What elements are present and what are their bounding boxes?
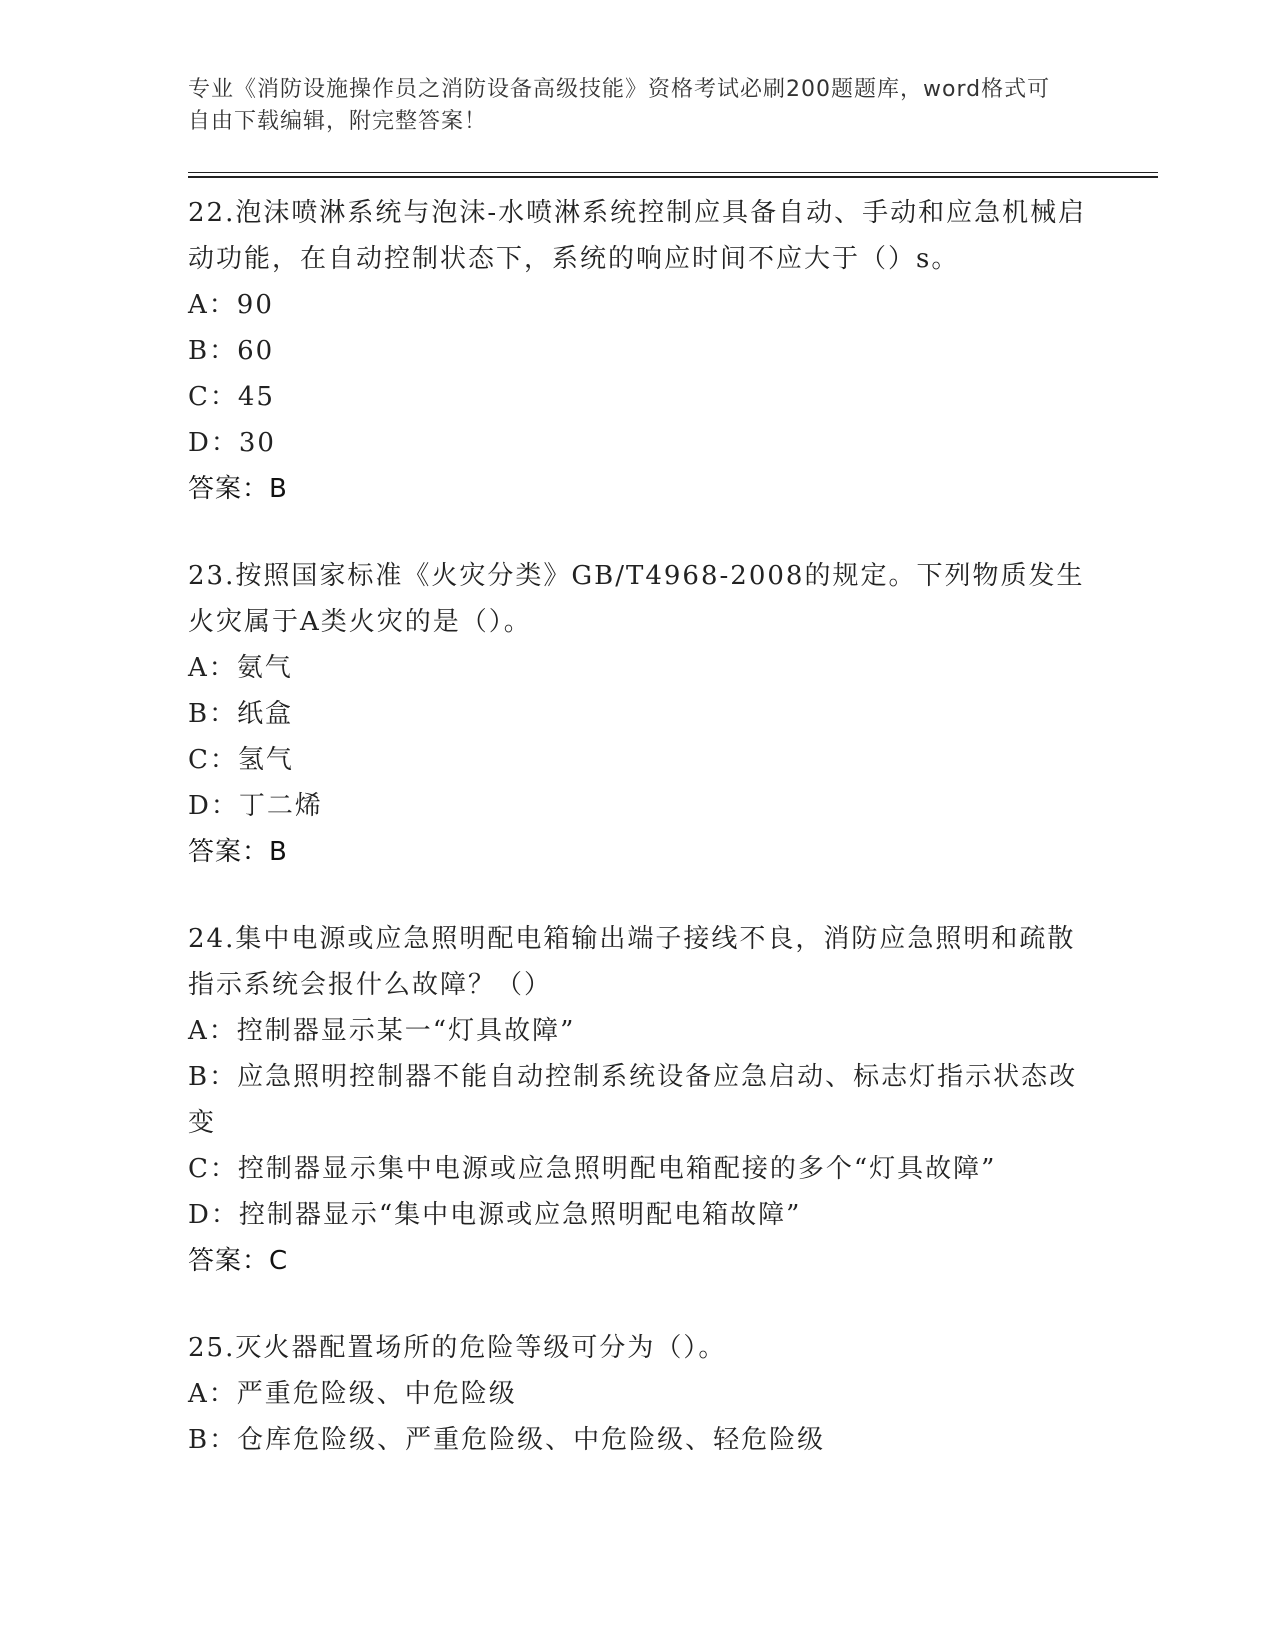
option-a: A：严重危险级、中危险级 bbox=[188, 1379, 517, 1409]
question-23 bbox=[188, 553, 1088, 875]
option-a: A：90 bbox=[188, 290, 274, 320]
option-d: D：控制器显示“集中电源或应急照明配电箱故障” bbox=[188, 1200, 802, 1230]
option-c: C：45 bbox=[188, 382, 275, 412]
option-b: B：60 bbox=[188, 336, 275, 366]
question-24 bbox=[188, 916, 1088, 1284]
option-a: A：氨气 bbox=[188, 653, 293, 683]
header-divider-thick bbox=[188, 176, 1158, 178]
option-b: B：应急照明控制器不能自动控制系统设备应急启动、标志灯指示状态改变 bbox=[188, 1062, 1078, 1138]
question-stem: 24.集中电源或应急照明配电箱输出端子接线不良，消防应急照明和疏散指示系统会报什么故障？（） bbox=[188, 924, 1076, 1000]
question-stem: 23.按照国家标准《火灾分类》GB/T4968-2008的规定。下列物质发生火灾属于A类火灾的是（）。 bbox=[188, 561, 1085, 637]
option-d: D：丁二烯 bbox=[188, 791, 323, 821]
question-22 bbox=[188, 190, 1088, 512]
question-stem: 22.泡沫喷淋系统与泡沫-水喷淋系统控制应具备自动、手动和应急机械启动功能，在自动控制状态下，系统的响应时间不应大于（）s。 bbox=[188, 198, 1087, 274]
option-d: D：30 bbox=[188, 428, 276, 458]
option-c: C：控制器显示集中电源或应急照明配电箱配接的多个“灯具故障” bbox=[188, 1154, 997, 1184]
answer-line: 答案：B bbox=[188, 474, 288, 504]
question-stem: 25.灭火器配置场所的危险等级可分为（）。 bbox=[188, 1333, 727, 1363]
answer-line: 答案：C bbox=[188, 1246, 289, 1276]
header-divider-thin bbox=[188, 172, 1158, 173]
document-header: 专业《消防设施操作员之消防设备高级技能》资格考试必刷200题题库，word格式可自由下载编辑，附完整答案！ bbox=[188, 77, 1051, 134]
question-25 bbox=[188, 1325, 1088, 1463]
question-list bbox=[188, 190, 1088, 1504]
option-b: B：仓库危险级、严重危险级、中危险级、轻危险级 bbox=[188, 1425, 826, 1455]
option-a: A：控制器显示某一“灯具故障” bbox=[188, 1016, 576, 1046]
option-b: B：纸盒 bbox=[188, 699, 294, 729]
option-c: C：氢气 bbox=[188, 745, 294, 775]
answer-line: 答案：B bbox=[188, 837, 288, 867]
